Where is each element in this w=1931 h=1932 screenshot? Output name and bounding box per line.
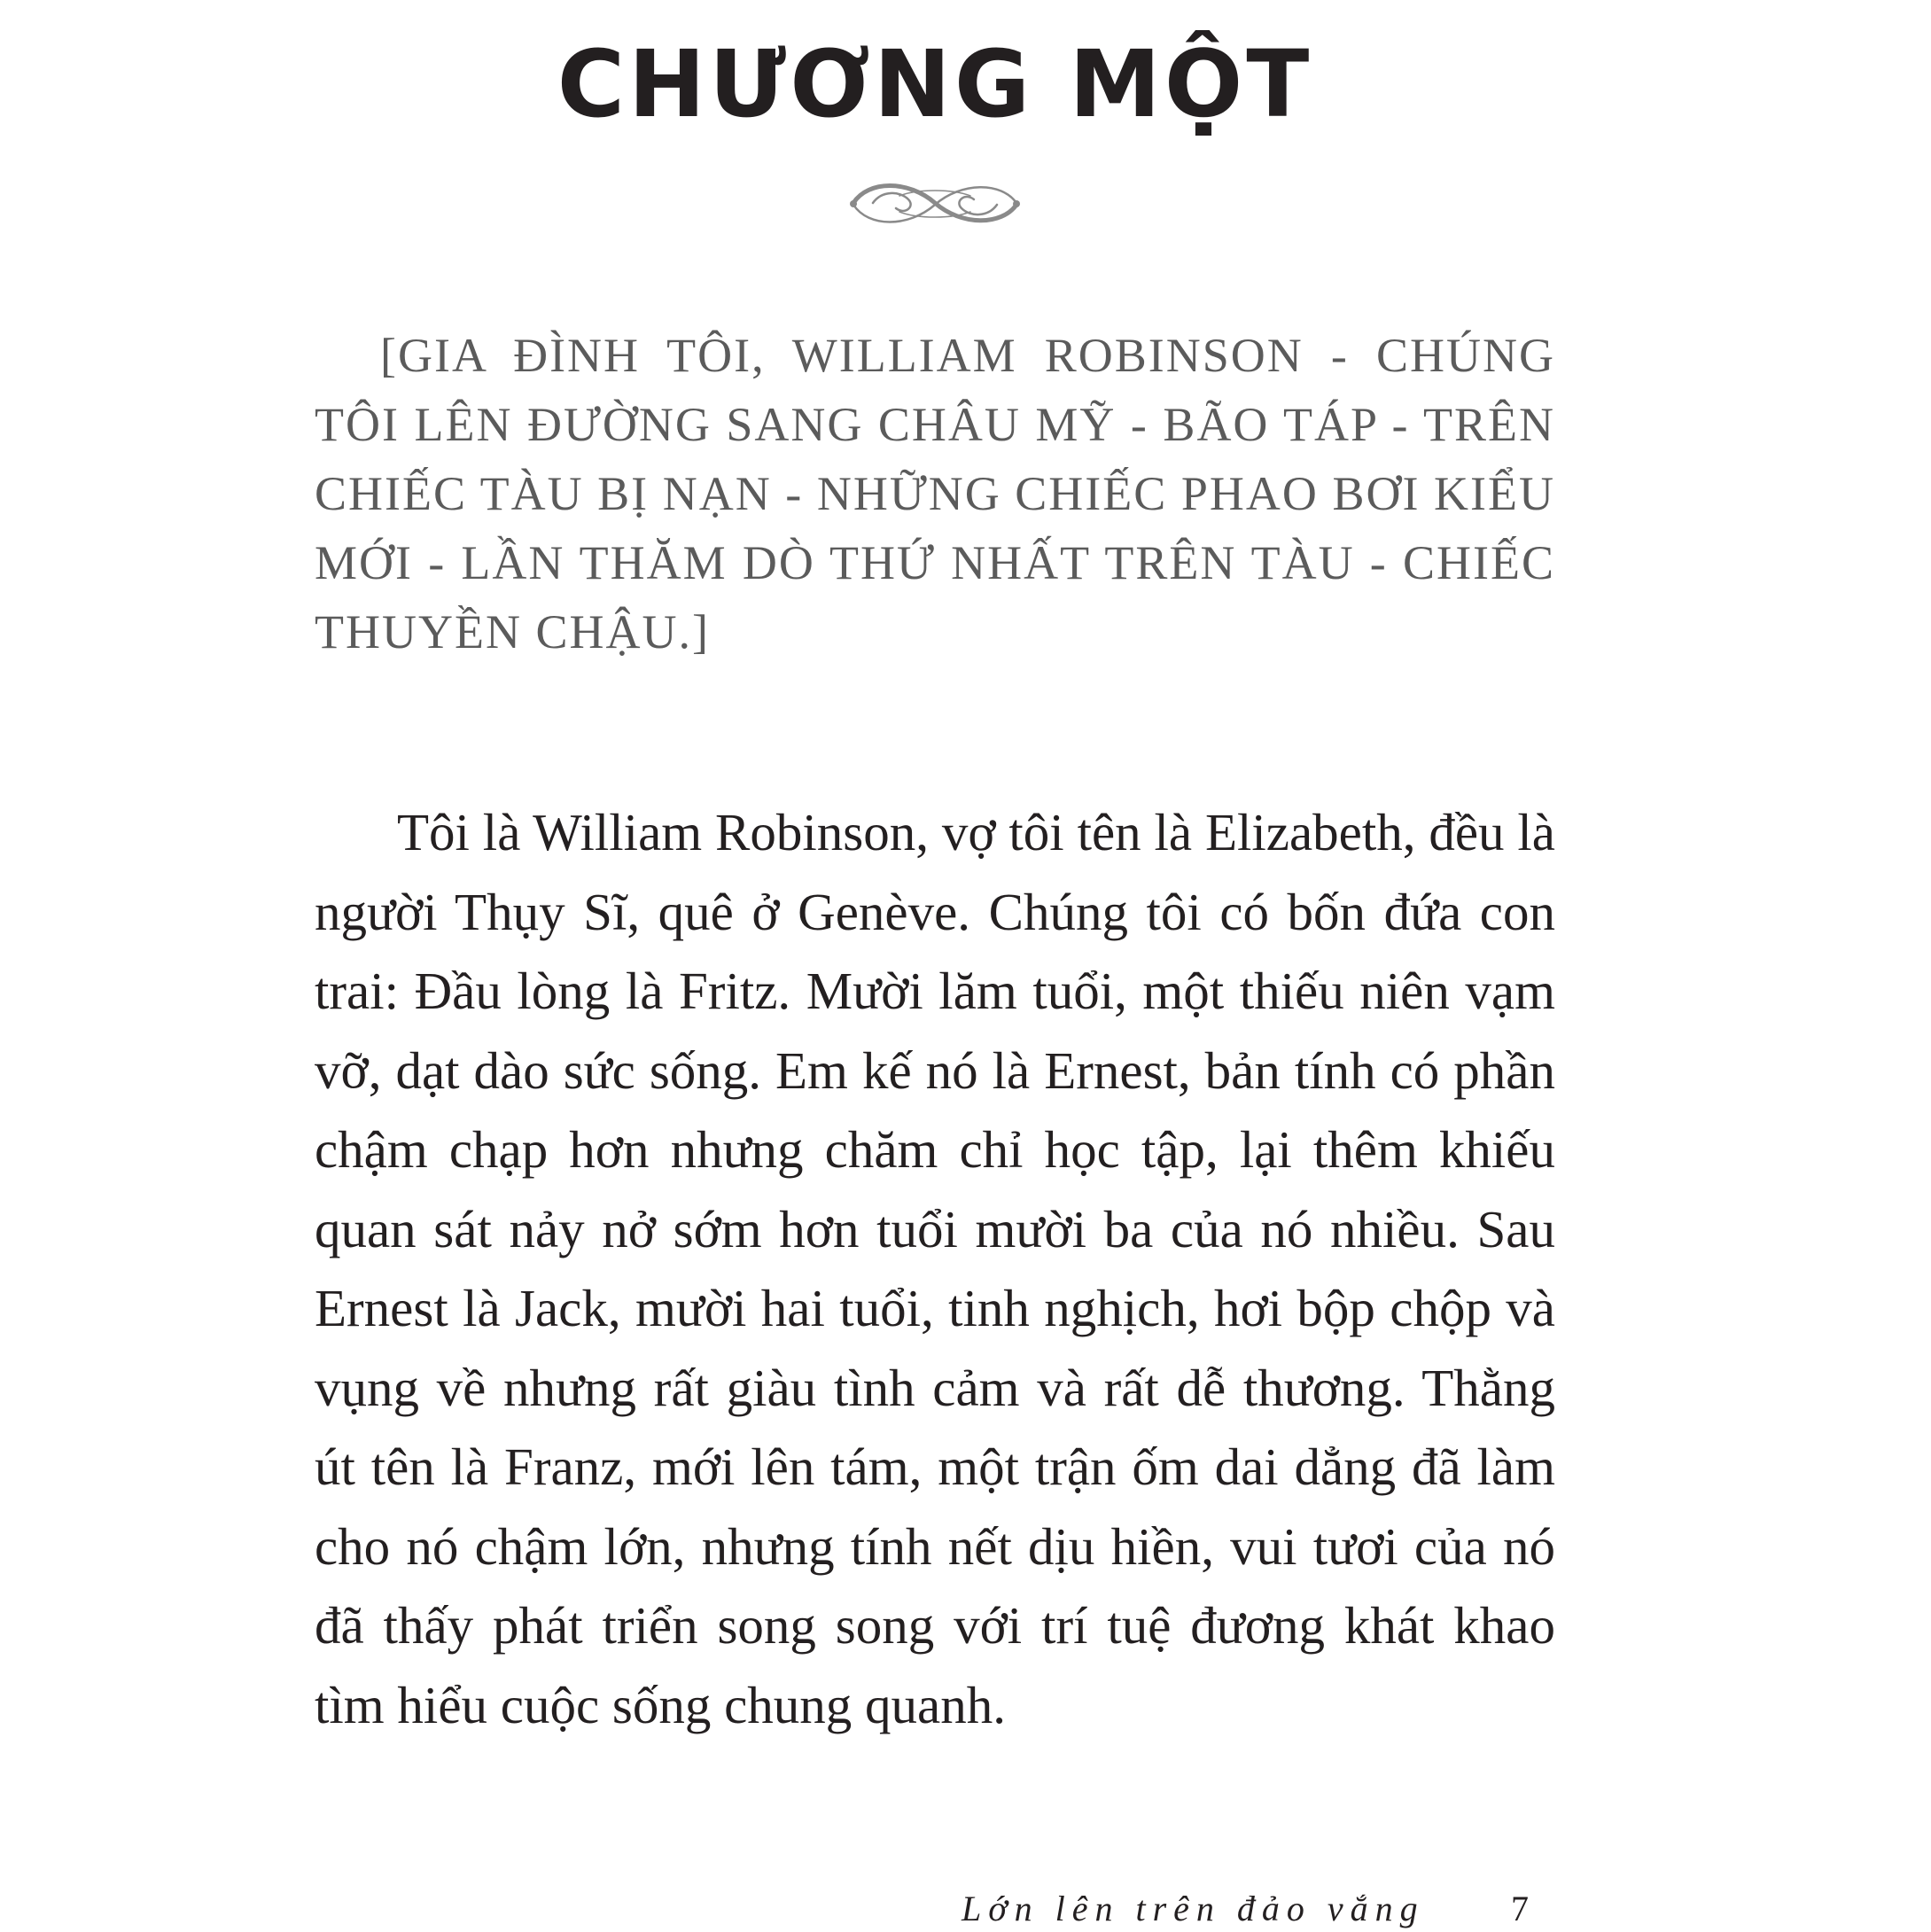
- page-footer: [962, 1888, 1546, 1932]
- chapter-summary: [GIA ĐÌNH TÔI, WILLIAM ROBINSON - CHÚNG TÔI LÊN ĐƯỜNG SANG CHÂU MỸ - BÃO TÁP - TRÊN CHIẾC TÀU BỊ NẠN - NHỮNG CHIẾC PHAO BƠI KIỂU MỚI - LẦN THĂM DÒ THỨ NHẤT TRÊN TÀU - CHIẾC THUYỀN CHẬU.]: [315, 329, 1555, 658]
- page-number: 7: [1511, 1889, 1529, 1928]
- body-paragraph: Tôi là William Robinson, vợ tôi tên là Elizabeth, đều là người Thụy Sĩ, quê ở Genève. Chúng tôi có bốn đứa con trai: Đầu lòng là Fritz. Mười lăm tuổi, một thiếu niên vạm vỡ, dạt dào sức sống. Em kế nó là Ernest, bản tính có phần chậm chạp hơn nhưng chăm chỉ học tập, lại thêm khiếu quan sát nảy nở sớm hơn tuổi mười ba của nó nhiều. Sau Ernest là Jack, mười hai tuổi, tinh nghịch, hơi bộp chộp và vụng về nhưng rất giàu tình cảm và rất dễ thương. Thằng út tên là Franz, mới lên tám, một trận ốm dai dẳng đã làm cho nó chậm lớn, nhưng tính nết dịu hiền, vui tươi của nó đã thấy phát triển song song với trí tuệ đương khát khao tìm hiểu cuộc sống chung quanh.: [315, 803, 1555, 1734]
- flourish-ornament-icon: [846, 173, 1024, 235]
- running-title: Lớn lên trên đảo vắng: [962, 1889, 1425, 1928]
- chapter-title: CHƯƠNG MỘT: [557, 30, 1313, 138]
